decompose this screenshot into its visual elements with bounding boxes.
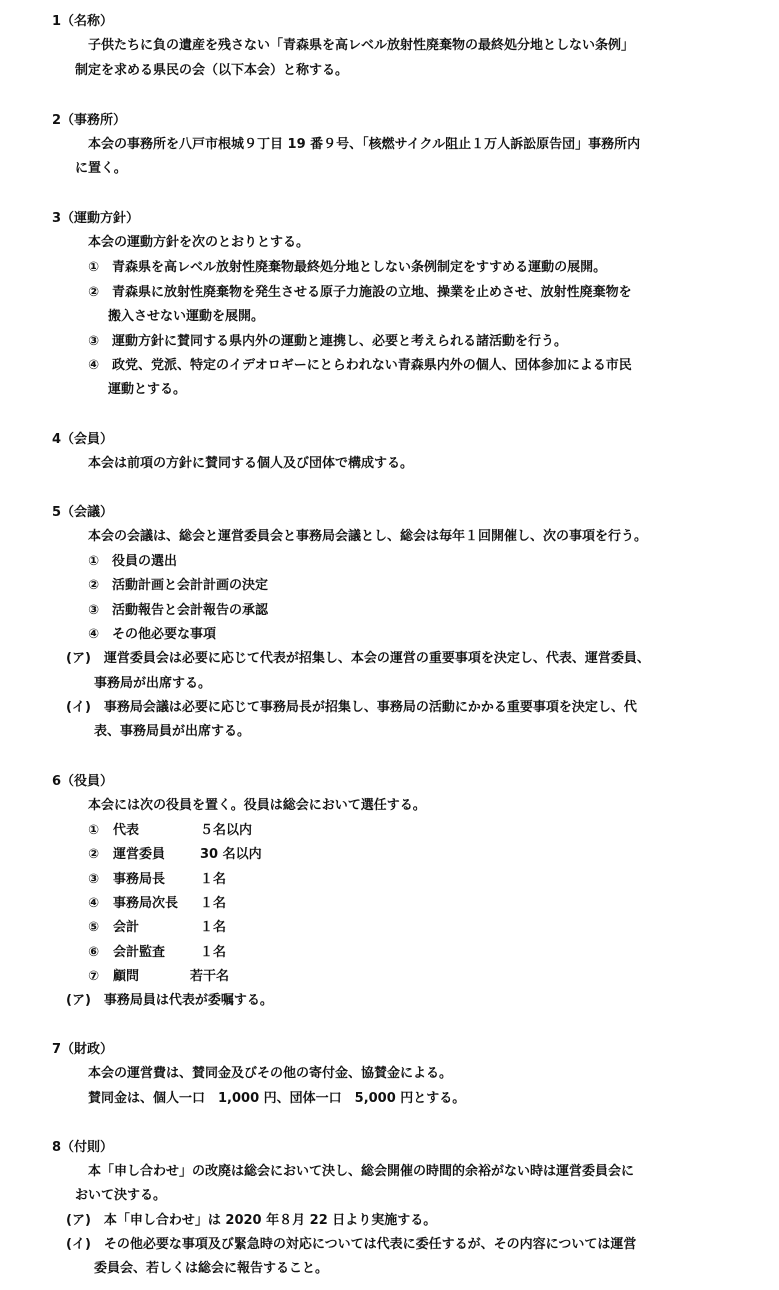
section-5-line: 本会の会議は、総会と運営委員会と事務局会議とし、総会は毎年１回開催し、次の事項を行う。: [88, 529, 648, 544]
section-6-note: (ア) 事務局員は代表が委嘱する。: [66, 993, 273, 1008]
officer-count: 若干名: [190, 969, 230, 984]
officer-number: ⑦: [88, 969, 100, 984]
section-7-line: 賛同金は、個人一口 1,000 円、団体一口 5,000 円とする。: [88, 1091, 466, 1106]
section-2-heading: 2（事務所）: [52, 113, 127, 128]
section-3-line: 本会の運動方針を次のとおりとする。: [88, 235, 310, 250]
section-5-item: ② 活動計画と会計計画の決定: [88, 578, 269, 593]
officer-number: ③: [88, 872, 100, 887]
officer-title: 事務局長: [113, 872, 166, 887]
officer-count: １名: [200, 896, 227, 911]
officer-count: １名: [200, 945, 227, 960]
section-3-item-continued: 搬入させない運動を展開。: [108, 309, 265, 324]
section-3-item-continued: 運動とする。: [108, 382, 187, 397]
section-8-line: 本「申し合わせ」の改廃は総会において決し、総会開催の時間的余裕がない時は運営委員会に: [88, 1164, 635, 1179]
section-7-line: 本会の運営費は、賛同金及びその他の寄付金、協賛金による。: [88, 1066, 453, 1081]
section-5-subclause-continued: 表、事務局員が出席する。: [94, 724, 251, 739]
section-5-subclause: (イ) 事務局会議は必要に応じて事務局長が招集し、事務局の活動にかかる重要事項を決定し、代: [66, 700, 637, 715]
officer-count: １名: [200, 872, 227, 887]
section-1-heading: 1（名称）: [52, 14, 114, 29]
officer-count: ５名以内: [200, 823, 253, 838]
section-3-item: ① 青森県を高レベル放射性廃棄物最終処分地としない条例制定をすすめる運動の展開。: [88, 260, 607, 275]
officer-title: 顧問: [113, 969, 140, 984]
section-1-line: 子供たちに負の遺産を残さない「青森県を高レベル放射性廃棄物の最終処分地としない条例」: [88, 38, 635, 53]
section-3-item: ② 青森県に放射性廃棄物を発生させる原子力施設の立地、操業を止めさせ、放射性廃棄物を: [88, 285, 632, 300]
section-1-line: 制定を求める県民の会（以下本会）と称する。: [75, 63, 349, 78]
section-4-heading: 4（会員）: [52, 432, 114, 447]
section-8-subclause: (ア) 本「申し合わせ」は 2020 年８月 22 日より実施する。: [66, 1213, 437, 1228]
section-5-item: ① 役員の選出: [88, 554, 178, 569]
officer-number: ⑥: [88, 945, 100, 960]
section-2-line: に置く。: [75, 161, 127, 176]
officer-number: ②: [88, 847, 100, 862]
section-5-subclause-continued: 事務局が出席する。: [94, 676, 212, 691]
officer-title: 運営委員: [113, 847, 166, 862]
section-5-subclause: (ア) 運営委員会は必要に応じて代表が招集し、本会の運営の重要事項を決定し、代表、運営委員、: [66, 651, 650, 666]
officer-number: ①: [88, 823, 100, 838]
section-3-item: ④ 政党、党派、特定のイデオロギーにとらわれない青森県内外の個人、団体参加による市民: [88, 358, 632, 373]
section-6-intro: 本会には次の役員を置く。役員は総会において選任する。: [88, 798, 426, 813]
section-7-heading: 7（財政）: [52, 1042, 114, 1057]
officer-title: 事務局次長: [113, 896, 179, 911]
section-8-heading: 8（付則）: [52, 1140, 114, 1155]
officer-title: 代表: [113, 823, 140, 838]
section-2-line: 本会の事務所を八戸市根城９丁目 19 番９号、「核燃サイクル阻止１万人訴訟原告団」事務所内: [88, 137, 641, 152]
section-5-item: ③ 活動報告と会計報告の承認: [88, 603, 269, 618]
section-6-heading: 6（役員）: [52, 774, 114, 789]
section-4-line: 本会は前項の方針に賛同する個人及び団体で構成する。: [88, 456, 414, 471]
officer-number: ④: [88, 896, 100, 911]
section-5-item: ④ その他必要な事項: [88, 627, 217, 642]
section-8-subclause-continued: 委員会、若しくは総会に報告すること。: [94, 1261, 329, 1276]
section-8-subclause: (イ) その他必要な事項及び緊急時の対応については代表に委任するが、その内容については運営: [66, 1237, 637, 1252]
officer-number: ⑤: [88, 920, 100, 935]
officer-title: 会計: [113, 920, 140, 935]
section-3-item: ③ 運動方針に賛同する県内外の運動と連携し、必要と考えられる諸活動を行う。: [88, 334, 568, 349]
officer-count: １名: [200, 920, 227, 935]
section-8-line: おいて決する。: [75, 1188, 167, 1203]
officer-title: 会計監査: [113, 945, 166, 960]
officer-count: 30 名以内: [200, 847, 262, 862]
section-3-heading: 3（運動方針）: [52, 211, 140, 226]
section-5-heading: 5（会議）: [52, 505, 114, 520]
